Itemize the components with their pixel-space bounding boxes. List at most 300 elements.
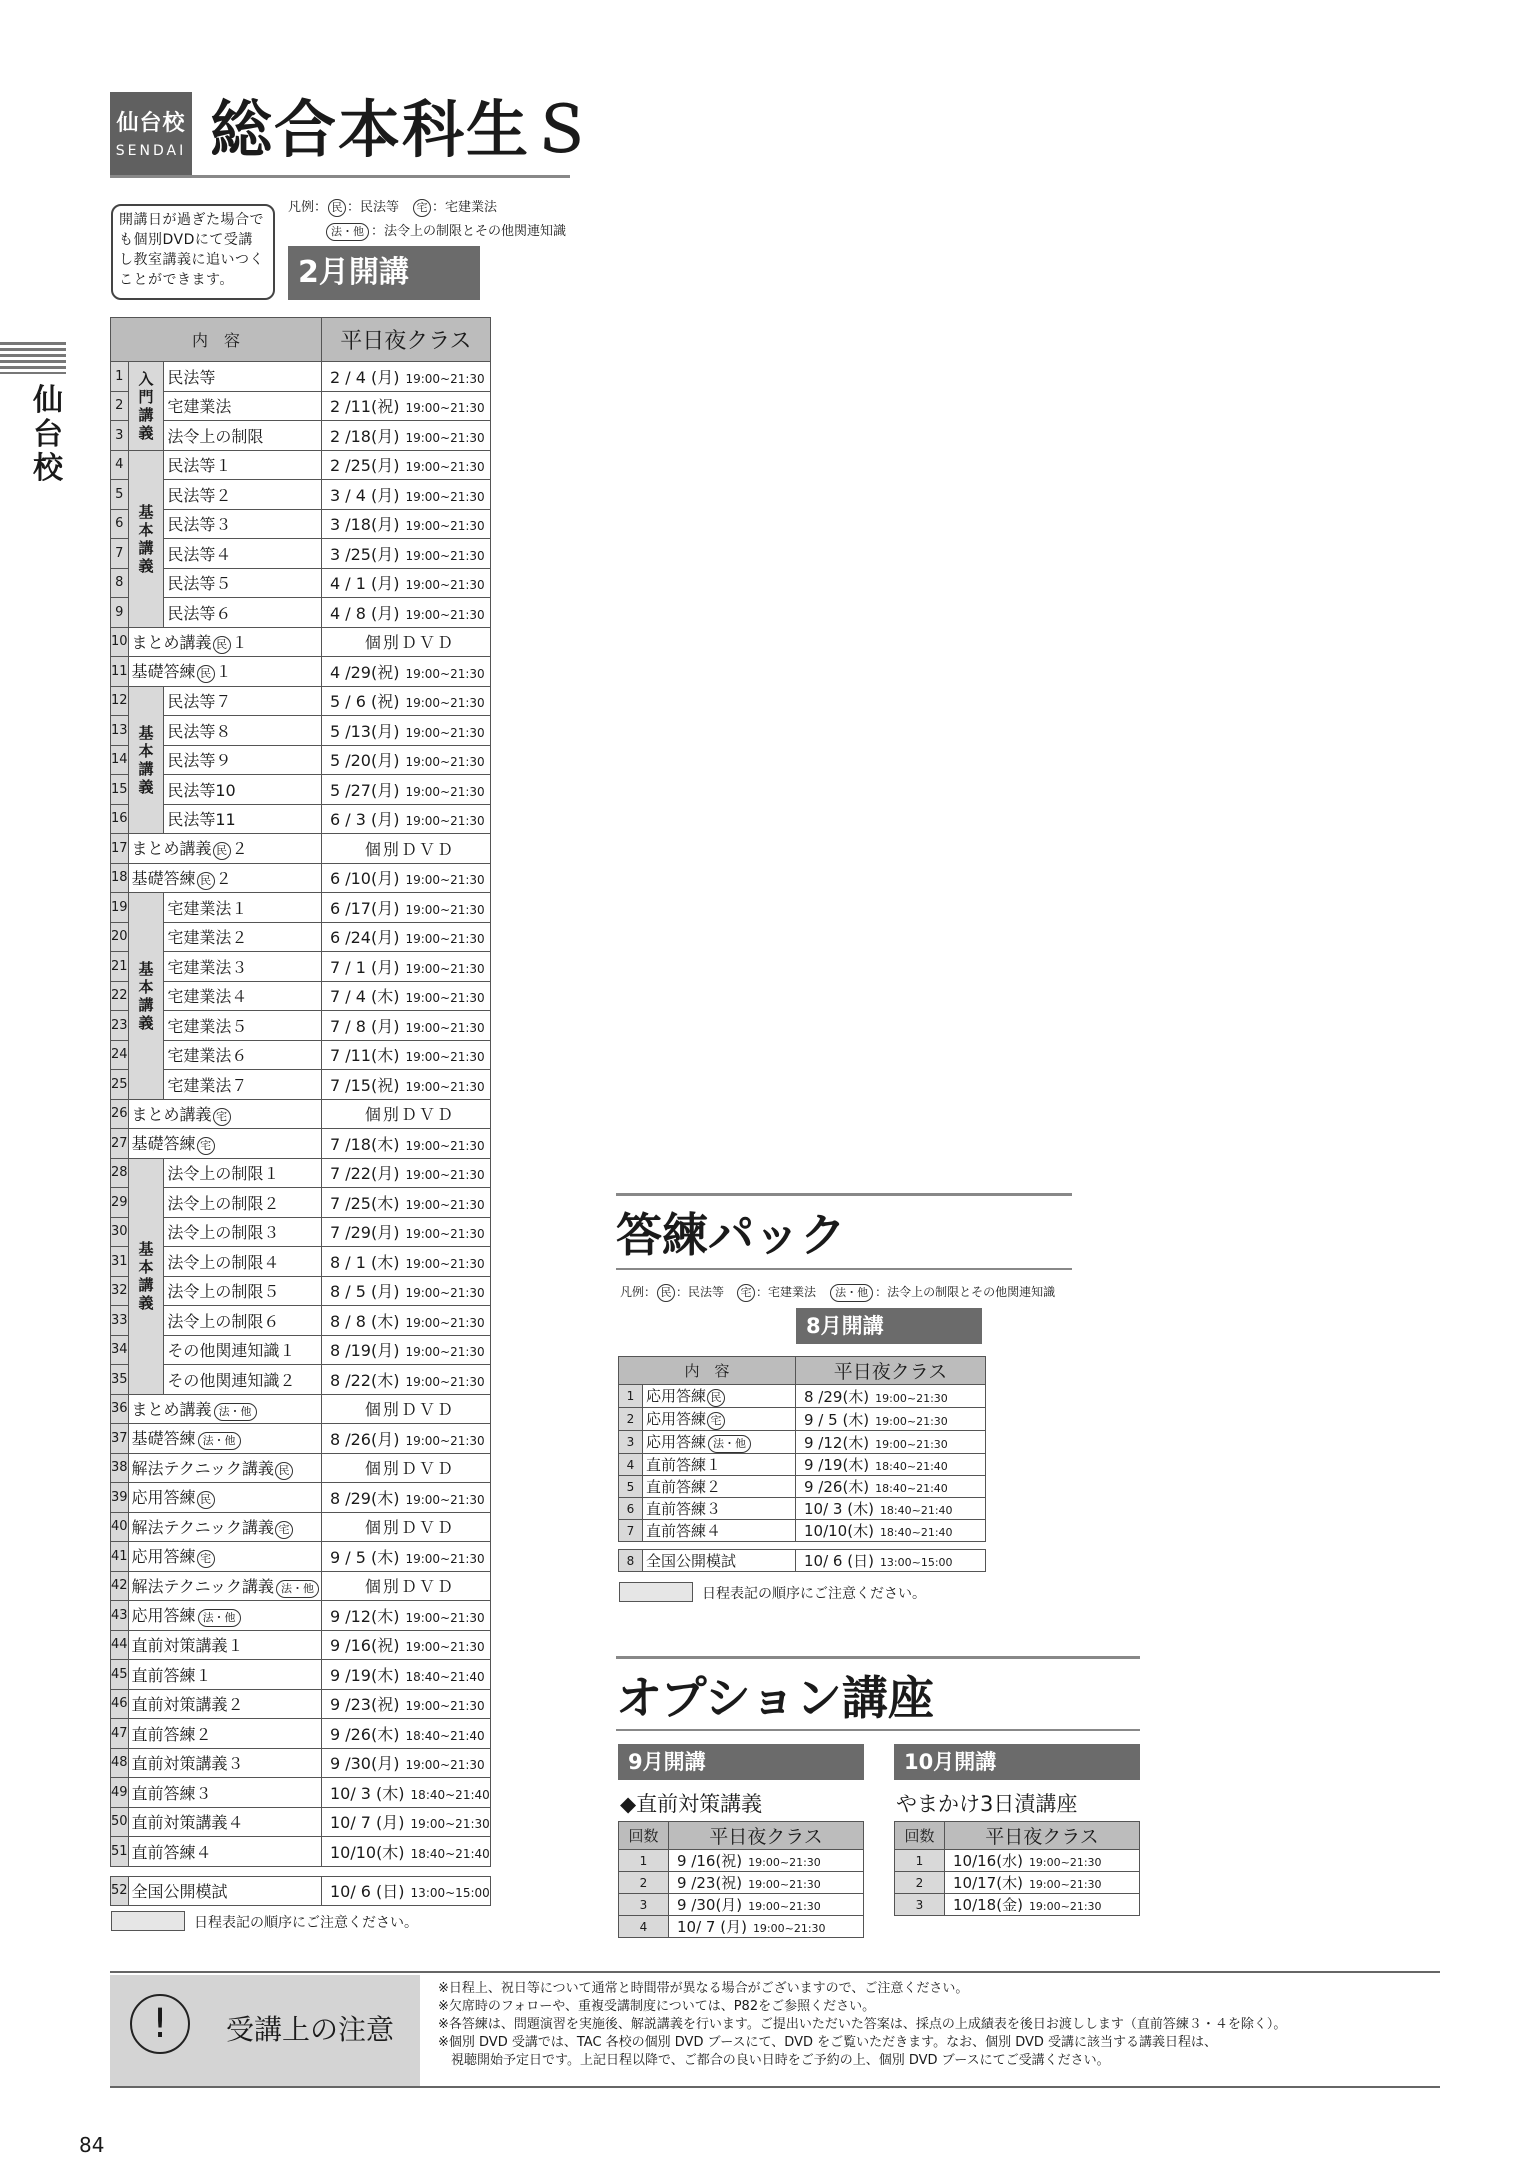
row-number: 29 bbox=[111, 1188, 129, 1218]
group-char: 入 bbox=[138, 369, 154, 388]
date-cell bbox=[796, 1498, 986, 1520]
time-text: 18:40~21:40 bbox=[405, 1728, 485, 1743]
legend2-badge-taku: 宅 bbox=[737, 1284, 755, 1302]
table-row bbox=[111, 1424, 491, 1454]
lecture-name: まとめ講義 bbox=[131, 839, 212, 859]
date-text: 10/17(木) bbox=[953, 1874, 1023, 1892]
row-number: 51 bbox=[111, 1837, 129, 1867]
date-cell bbox=[321, 421, 490, 451]
row-number: 19 bbox=[111, 893, 129, 923]
table-row bbox=[111, 1748, 491, 1778]
time-text: 18:40~21:40 bbox=[879, 1526, 953, 1539]
lecture-name: その他関連知識１ bbox=[167, 1341, 296, 1361]
date-text: 5 /13(月) bbox=[329, 721, 400, 741]
school-name-jp: 仙台校 bbox=[116, 111, 186, 136]
exclamation-icon: ! bbox=[130, 1994, 190, 2054]
date-text: 10/ 6 (日) bbox=[804, 1552, 874, 1570]
time-text: 18:40~21:40 bbox=[875, 1460, 948, 1473]
row-number: 28 bbox=[111, 1158, 129, 1188]
legend2-label-hou: ：法令上の制限とその他関連知識 bbox=[875, 1285, 1056, 1299]
lecture-label bbox=[128, 1424, 321, 1454]
lecture-name: 直前答練２ bbox=[646, 1478, 722, 1496]
time-text: 19:00~21:30 bbox=[748, 1900, 821, 1913]
time-text: 18:40~21:40 bbox=[410, 1846, 490, 1861]
row-number: 8 bbox=[619, 1550, 643, 1572]
option-oct-table bbox=[894, 1821, 1140, 1916]
date-text: 7 / 4 (木) bbox=[329, 987, 400, 1007]
date-text: 4 /29(祝) bbox=[329, 662, 400, 682]
legend-label-taku: ：宅建業法 bbox=[432, 200, 498, 215]
date-cell bbox=[321, 804, 490, 834]
lecture-name: 応用答練 bbox=[131, 1606, 196, 1626]
row-number: 18 bbox=[111, 863, 129, 893]
subject-badge: 法・他 bbox=[276, 1580, 319, 1598]
lecture-label bbox=[164, 539, 322, 569]
group-char: 本 bbox=[138, 741, 154, 760]
legend-badge-min: 民 bbox=[328, 199, 346, 217]
row-number: 13 bbox=[111, 716, 129, 746]
school-name-en: SENDAI bbox=[115, 143, 187, 159]
lecture-label bbox=[164, 922, 322, 952]
lecture-label bbox=[128, 1394, 321, 1424]
date-text: 4 / 1 (月) bbox=[329, 574, 400, 594]
date-cell bbox=[321, 1660, 490, 1690]
date-text: 9 /19(木) bbox=[329, 1665, 400, 1685]
date-cell bbox=[321, 568, 490, 598]
notice-top-rule bbox=[110, 1971, 1440, 1973]
lecture-label bbox=[164, 804, 322, 834]
lecture-name: 直前答練３ bbox=[646, 1500, 722, 1518]
date-text: 9 /12(木) bbox=[329, 1606, 400, 1626]
subject-badge: 民 bbox=[213, 636, 231, 654]
table-row bbox=[619, 1872, 864, 1894]
date-text: 2 /11(祝) bbox=[329, 397, 400, 417]
table-row bbox=[111, 1512, 491, 1542]
table-row bbox=[111, 1453, 491, 1483]
table-row bbox=[619, 1431, 986, 1454]
table-row bbox=[111, 568, 491, 598]
date-text: 8 /29(木) bbox=[329, 1488, 400, 1508]
date-text: 7 /25(木) bbox=[329, 1193, 400, 1213]
anren-col-content: 内 容 bbox=[619, 1357, 796, 1385]
lecture-name: 基礎答練 bbox=[131, 662, 196, 682]
date-cell bbox=[321, 598, 490, 628]
time-text: 19:00~21:30 bbox=[405, 814, 485, 829]
time-text: 19:00~21:30 bbox=[405, 932, 485, 947]
date-text: 8 / 1 (木) bbox=[329, 1252, 400, 1272]
date-text: 2 /18(月) bbox=[329, 426, 400, 446]
group-char: 本 bbox=[138, 520, 154, 539]
table-row bbox=[619, 1408, 986, 1431]
date-cell bbox=[321, 1188, 490, 1218]
table-row bbox=[111, 1394, 491, 1424]
row-number: 38 bbox=[111, 1453, 129, 1483]
date-cell bbox=[321, 1689, 490, 1719]
spacer-row bbox=[111, 1866, 491, 1876]
date-cell bbox=[321, 1876, 490, 1906]
table-row bbox=[111, 745, 491, 775]
time-text: 18:40~21:40 bbox=[875, 1482, 948, 1495]
group-char: 義 bbox=[138, 556, 154, 575]
legend-badge-taku: 宅 bbox=[413, 199, 431, 217]
date-text: 3 /18(月) bbox=[329, 515, 400, 535]
date-cell bbox=[321, 1365, 490, 1395]
date-text: 10/16(水) bbox=[953, 1852, 1023, 1870]
notice-bottom-rule bbox=[110, 2086, 1440, 2088]
table-row bbox=[111, 421, 491, 451]
time-text: 19:00~21:30 bbox=[405, 755, 485, 770]
table-row bbox=[619, 1894, 864, 1916]
row-number: 3 bbox=[619, 1431, 643, 1454]
table-row bbox=[111, 893, 491, 923]
lecture-name: 解法テクニック講義 bbox=[131, 1458, 274, 1478]
lecture-label bbox=[164, 745, 322, 775]
row-number: 3 bbox=[895, 1894, 945, 1916]
lecture-name: 直前答練１ bbox=[646, 1456, 722, 1474]
subject-badge: 法・他 bbox=[198, 1432, 241, 1450]
row-number: 30 bbox=[111, 1217, 129, 1247]
date-text: 9 /23(祝) bbox=[677, 1874, 743, 1892]
option-sep-col-class: 平日夜クラス bbox=[669, 1822, 864, 1850]
row-number: 3 bbox=[619, 1894, 669, 1916]
row-number: 45 bbox=[111, 1660, 129, 1690]
table-row bbox=[111, 1188, 491, 1218]
dvd-note: 開講日が過ぎた場合でも個別DVDにて受講し教室講義に追いつくことができます。 bbox=[111, 204, 275, 300]
table-row bbox=[111, 834, 491, 864]
date-text: 10/10(木) bbox=[804, 1522, 874, 1540]
time-text: 19:00~21:30 bbox=[752, 1922, 826, 1935]
option-oct-col-num: 回数 bbox=[895, 1822, 945, 1850]
table-row bbox=[111, 1070, 491, 1100]
subject-badge: 宅 bbox=[707, 1412, 725, 1430]
row-number: 2 bbox=[895, 1872, 945, 1894]
lecture-name: 宅建業法６ bbox=[167, 1046, 248, 1066]
time-text: 19:00~21:30 bbox=[405, 1079, 485, 1094]
lecture-name: 直前対策講義２ bbox=[131, 1695, 244, 1715]
time-text: 19:00~21:30 bbox=[405, 1138, 485, 1153]
row-number: 26 bbox=[111, 1099, 129, 1129]
anren-top-rule bbox=[616, 1193, 1072, 1196]
time-text: 19:00~21:30 bbox=[405, 519, 485, 534]
lecture-label bbox=[128, 1689, 321, 1719]
date-cell bbox=[945, 1850, 1140, 1872]
date-text: 9 /26(木) bbox=[804, 1478, 870, 1496]
time-text: 19:00~21:30 bbox=[405, 607, 485, 622]
time-text: 19:00~21:30 bbox=[405, 430, 485, 445]
lecture-label bbox=[164, 686, 322, 716]
row-number: 1 bbox=[111, 362, 129, 392]
date-cell bbox=[321, 893, 490, 923]
date-cell bbox=[945, 1872, 1140, 1894]
lecture-suffix: １ bbox=[215, 662, 232, 682]
row-number: 42 bbox=[111, 1571, 129, 1601]
table-row bbox=[111, 716, 491, 746]
date-cell bbox=[321, 480, 490, 510]
lecture-name: 法令上の制限３ bbox=[167, 1223, 280, 1243]
date-cell bbox=[669, 1872, 864, 1894]
table-row bbox=[111, 1217, 491, 1247]
group-label bbox=[128, 362, 164, 451]
lecture-name: 全国公開模試 bbox=[131, 1882, 228, 1902]
subject-badge: 宅 bbox=[213, 1108, 231, 1126]
lecture-label bbox=[164, 568, 322, 598]
legend2-badge-min: 民 bbox=[657, 1284, 675, 1302]
date-cell bbox=[321, 1807, 490, 1837]
lecture-label bbox=[164, 1011, 322, 1041]
date-text: 10/ 7 (月) bbox=[329, 1813, 405, 1833]
date-text: 2 / 4 (月) bbox=[329, 367, 400, 387]
lecture-label bbox=[164, 775, 322, 805]
date-cell bbox=[669, 1850, 864, 1872]
lecture-name: その他関連知識２ bbox=[167, 1370, 296, 1390]
lecture-label bbox=[128, 1129, 321, 1159]
lecture-label bbox=[643, 1454, 796, 1476]
time-text: 19:00~21:30 bbox=[405, 902, 485, 917]
date-cell bbox=[321, 1424, 490, 1454]
time-text: 19:00~21:30 bbox=[875, 1437, 948, 1451]
table-row bbox=[111, 863, 491, 893]
row-number: 49 bbox=[111, 1778, 129, 1808]
lecture-name: 法令上の制限５ bbox=[167, 1282, 280, 1302]
time-text: 19:00~21:30 bbox=[405, 1286, 485, 1301]
table-row bbox=[111, 1630, 491, 1660]
option-sep-col-num: 回数 bbox=[619, 1822, 669, 1850]
date-cell bbox=[321, 1542, 490, 1572]
time-text: 19:00~21:30 bbox=[405, 401, 485, 416]
lecture-label bbox=[128, 863, 321, 893]
table-row bbox=[111, 804, 491, 834]
lecture-label bbox=[164, 509, 322, 539]
time-text: 19:00~21:30 bbox=[405, 696, 485, 711]
lecture-label bbox=[128, 1660, 321, 1690]
subject-badge: 法・他 bbox=[198, 1609, 241, 1627]
date-text: 5 / 6 (祝) bbox=[329, 692, 400, 712]
row-number: 15 bbox=[111, 775, 129, 805]
lecture-label bbox=[164, 981, 322, 1011]
lecture-name: まとめ講義 bbox=[131, 632, 212, 652]
time-text: 19:00~21:30 bbox=[405, 1492, 485, 1507]
time-text: 19:00~21:30 bbox=[405, 1345, 485, 1360]
notice-list bbox=[438, 1980, 1388, 2070]
table-row bbox=[111, 1483, 491, 1513]
lecture-label bbox=[643, 1431, 796, 1454]
lecture-label bbox=[128, 1719, 321, 1749]
date-cell: 個別ＤＶＤ bbox=[321, 627, 490, 657]
school-badge bbox=[110, 92, 192, 176]
date-text: 9 / 5 (木) bbox=[329, 1547, 400, 1567]
date-text: 8 / 5 (月) bbox=[329, 1282, 400, 1302]
time-text: 19:00~21:30 bbox=[410, 1817, 490, 1832]
option-oct-course: やまかけ3日漬講座 bbox=[896, 1792, 1078, 1816]
group-char: 義 bbox=[138, 1294, 154, 1312]
table-row bbox=[111, 1099, 491, 1129]
col-content-header: 内 容 bbox=[111, 318, 322, 362]
row-number: 7 bbox=[619, 1520, 643, 1542]
legend bbox=[288, 196, 566, 244]
time-text: 19:00~21:30 bbox=[405, 1374, 485, 1389]
row-number: 34 bbox=[111, 1335, 129, 1365]
date-cell bbox=[321, 686, 490, 716]
lecture-label bbox=[128, 1483, 321, 1513]
lecture-name: 民法等８ bbox=[167, 721, 232, 741]
date-cell bbox=[796, 1385, 986, 1408]
group-label bbox=[128, 1158, 164, 1394]
time-text: 19:00~21:30 bbox=[405, 1050, 485, 1065]
row-number: 24 bbox=[111, 1040, 129, 1070]
table-row bbox=[619, 1498, 986, 1520]
option-title: オプション講座 bbox=[616, 1671, 934, 1725]
anren-bottom-rule bbox=[616, 1268, 1072, 1270]
time-text: 19:00~21:30 bbox=[1028, 1878, 1102, 1891]
row-number: 4 bbox=[619, 1454, 643, 1476]
row-number: 27 bbox=[111, 1129, 129, 1159]
time-text: 18:40~21:40 bbox=[410, 1787, 490, 1802]
date-cell bbox=[796, 1476, 986, 1498]
group-char: 本 bbox=[138, 977, 154, 996]
row-number: 11 bbox=[111, 657, 129, 687]
date-text: 8 / 8 (木) bbox=[329, 1311, 400, 1331]
time-text: 19:00~21:30 bbox=[405, 489, 485, 504]
subject-badge: 民 bbox=[707, 1389, 725, 1407]
col-class-header: 平日夜クラス bbox=[321, 318, 490, 362]
lecture-name: 応用答練 bbox=[131, 1488, 196, 1508]
row-number: 35 bbox=[111, 1365, 129, 1395]
lecture-name: 直前対策講義１ bbox=[131, 1636, 244, 1656]
time-text: 19:00~21:30 bbox=[405, 460, 485, 475]
table-row bbox=[111, 1276, 491, 1306]
subject-badge: 民 bbox=[197, 872, 215, 890]
lecture-label bbox=[164, 1158, 322, 1188]
time-text: 13:00~15:00 bbox=[879, 1556, 953, 1569]
lecture-label bbox=[164, 450, 322, 480]
table-row bbox=[111, 598, 491, 628]
lecture-name: 法令上の制限 bbox=[167, 426, 264, 446]
row-number: 36 bbox=[111, 1394, 129, 1424]
side-tab-label: 仙台校 bbox=[33, 383, 63, 486]
date-cell bbox=[321, 1719, 490, 1749]
date-cell bbox=[321, 1040, 490, 1070]
group-char: 基 bbox=[138, 959, 154, 978]
group-char: 義 bbox=[138, 423, 154, 442]
lecture-label bbox=[164, 391, 322, 421]
notice-item: ※欠席時のフォローや、重複受講制度については、P82をご参照ください。 bbox=[438, 1999, 876, 2014]
date-cell bbox=[796, 1550, 986, 1572]
legend2-label-min: ：民法等 bbox=[676, 1285, 725, 1299]
lecture-name: 解法テクニック講義 bbox=[131, 1517, 274, 1537]
date-text: 2 /25(月) bbox=[329, 456, 400, 476]
date-cell bbox=[321, 1070, 490, 1100]
table-row bbox=[111, 1247, 491, 1277]
date-text: 8 /26(月) bbox=[329, 1429, 400, 1449]
order-key-swatch bbox=[111, 1911, 185, 1931]
option-sep-course: ◆直前対策講義 bbox=[620, 1792, 763, 1816]
lecture-suffix: １ bbox=[231, 632, 248, 652]
date-text: 3 / 4 (月) bbox=[329, 485, 400, 505]
row-number: 16 bbox=[111, 804, 129, 834]
subject-badge: 民 bbox=[197, 1491, 215, 1509]
row-number: 33 bbox=[111, 1306, 129, 1336]
time-text: 19:00~21:30 bbox=[405, 666, 485, 681]
lecture-name: 宅建業法３ bbox=[167, 957, 248, 977]
table-row bbox=[111, 1837, 491, 1867]
subject-badge: 法・他 bbox=[708, 1435, 751, 1453]
table-row bbox=[111, 1365, 491, 1395]
lecture-label bbox=[128, 1099, 321, 1129]
row-number: 44 bbox=[111, 1630, 129, 1660]
subject-badge: 民 bbox=[275, 1462, 293, 1480]
table-row bbox=[895, 1872, 1140, 1894]
table-row bbox=[111, 1571, 491, 1601]
group-label bbox=[128, 893, 164, 1100]
legend-label-min: ：民法等 bbox=[347, 200, 400, 215]
lecture-name: まとめ講義 bbox=[131, 1104, 212, 1124]
lecture-label bbox=[128, 657, 321, 687]
date-text: 9 /30(月) bbox=[677, 1896, 743, 1914]
table-row bbox=[619, 1385, 986, 1408]
date-cell: 個別ＤＶＤ bbox=[321, 1571, 490, 1601]
subject-badge: 宅 bbox=[197, 1550, 215, 1568]
subject-badge: 宅 bbox=[197, 1137, 215, 1155]
table-row bbox=[619, 1454, 986, 1476]
row-number: 5 bbox=[111, 480, 129, 510]
row-number: 43 bbox=[111, 1601, 129, 1631]
time-text: 19:00~21:30 bbox=[748, 1856, 821, 1869]
lecture-label bbox=[128, 1748, 321, 1778]
main-month-badge: 2月開講 bbox=[288, 246, 480, 300]
row-number: 20 bbox=[111, 922, 129, 952]
date-cell: 個別ＤＶＤ bbox=[321, 1099, 490, 1129]
time-text: 19:00~21:30 bbox=[405, 1168, 485, 1183]
lecture-name: 民法等６ bbox=[167, 603, 232, 623]
date-cell bbox=[669, 1894, 864, 1916]
date-cell bbox=[321, 1630, 490, 1660]
lecture-label bbox=[128, 1571, 321, 1601]
group-char: 講 bbox=[138, 995, 154, 1014]
date-cell bbox=[321, 1217, 490, 1247]
table-row bbox=[619, 1520, 986, 1542]
row-number: 46 bbox=[111, 1689, 129, 1719]
date-cell bbox=[321, 1837, 490, 1867]
table-row bbox=[111, 509, 491, 539]
date-text: 7 / 1 (月) bbox=[329, 957, 400, 977]
date-text: 4 / 8 (月) bbox=[329, 603, 400, 623]
date-text: 10/ 3 (木) bbox=[804, 1500, 874, 1518]
table-row bbox=[111, 1719, 491, 1749]
date-text: 9 / 5 (木) bbox=[804, 1410, 870, 1429]
lecture-label bbox=[164, 362, 322, 392]
lecture-name: 直前答練２ bbox=[131, 1724, 212, 1744]
lecture-name: 解法テクニック講義 bbox=[131, 1576, 274, 1596]
table-row bbox=[111, 1660, 491, 1690]
date-text: 5 /20(月) bbox=[329, 751, 400, 771]
date-text: 7 /22(月) bbox=[329, 1164, 400, 1184]
date-text: 10/ 3 (木) bbox=[329, 1783, 405, 1803]
table-row bbox=[895, 1894, 1140, 1916]
option-sep-month-badge: 9月開講 bbox=[618, 1744, 864, 1780]
date-text: 10/10(木) bbox=[329, 1842, 405, 1862]
row-number: 1 bbox=[895, 1850, 945, 1872]
date-cell bbox=[321, 775, 490, 805]
date-text: 8 /29(木) bbox=[804, 1387, 870, 1406]
date-cell bbox=[796, 1520, 986, 1542]
lecture-label bbox=[164, 1070, 322, 1100]
row-number: 48 bbox=[111, 1748, 129, 1778]
row-number: 4 bbox=[111, 450, 129, 480]
page-number: 84 bbox=[79, 2133, 105, 2157]
lecture-suffix: ２ bbox=[215, 868, 232, 888]
lecture-name: 民法等３ bbox=[167, 515, 232, 535]
lecture-label bbox=[164, 1040, 322, 1070]
